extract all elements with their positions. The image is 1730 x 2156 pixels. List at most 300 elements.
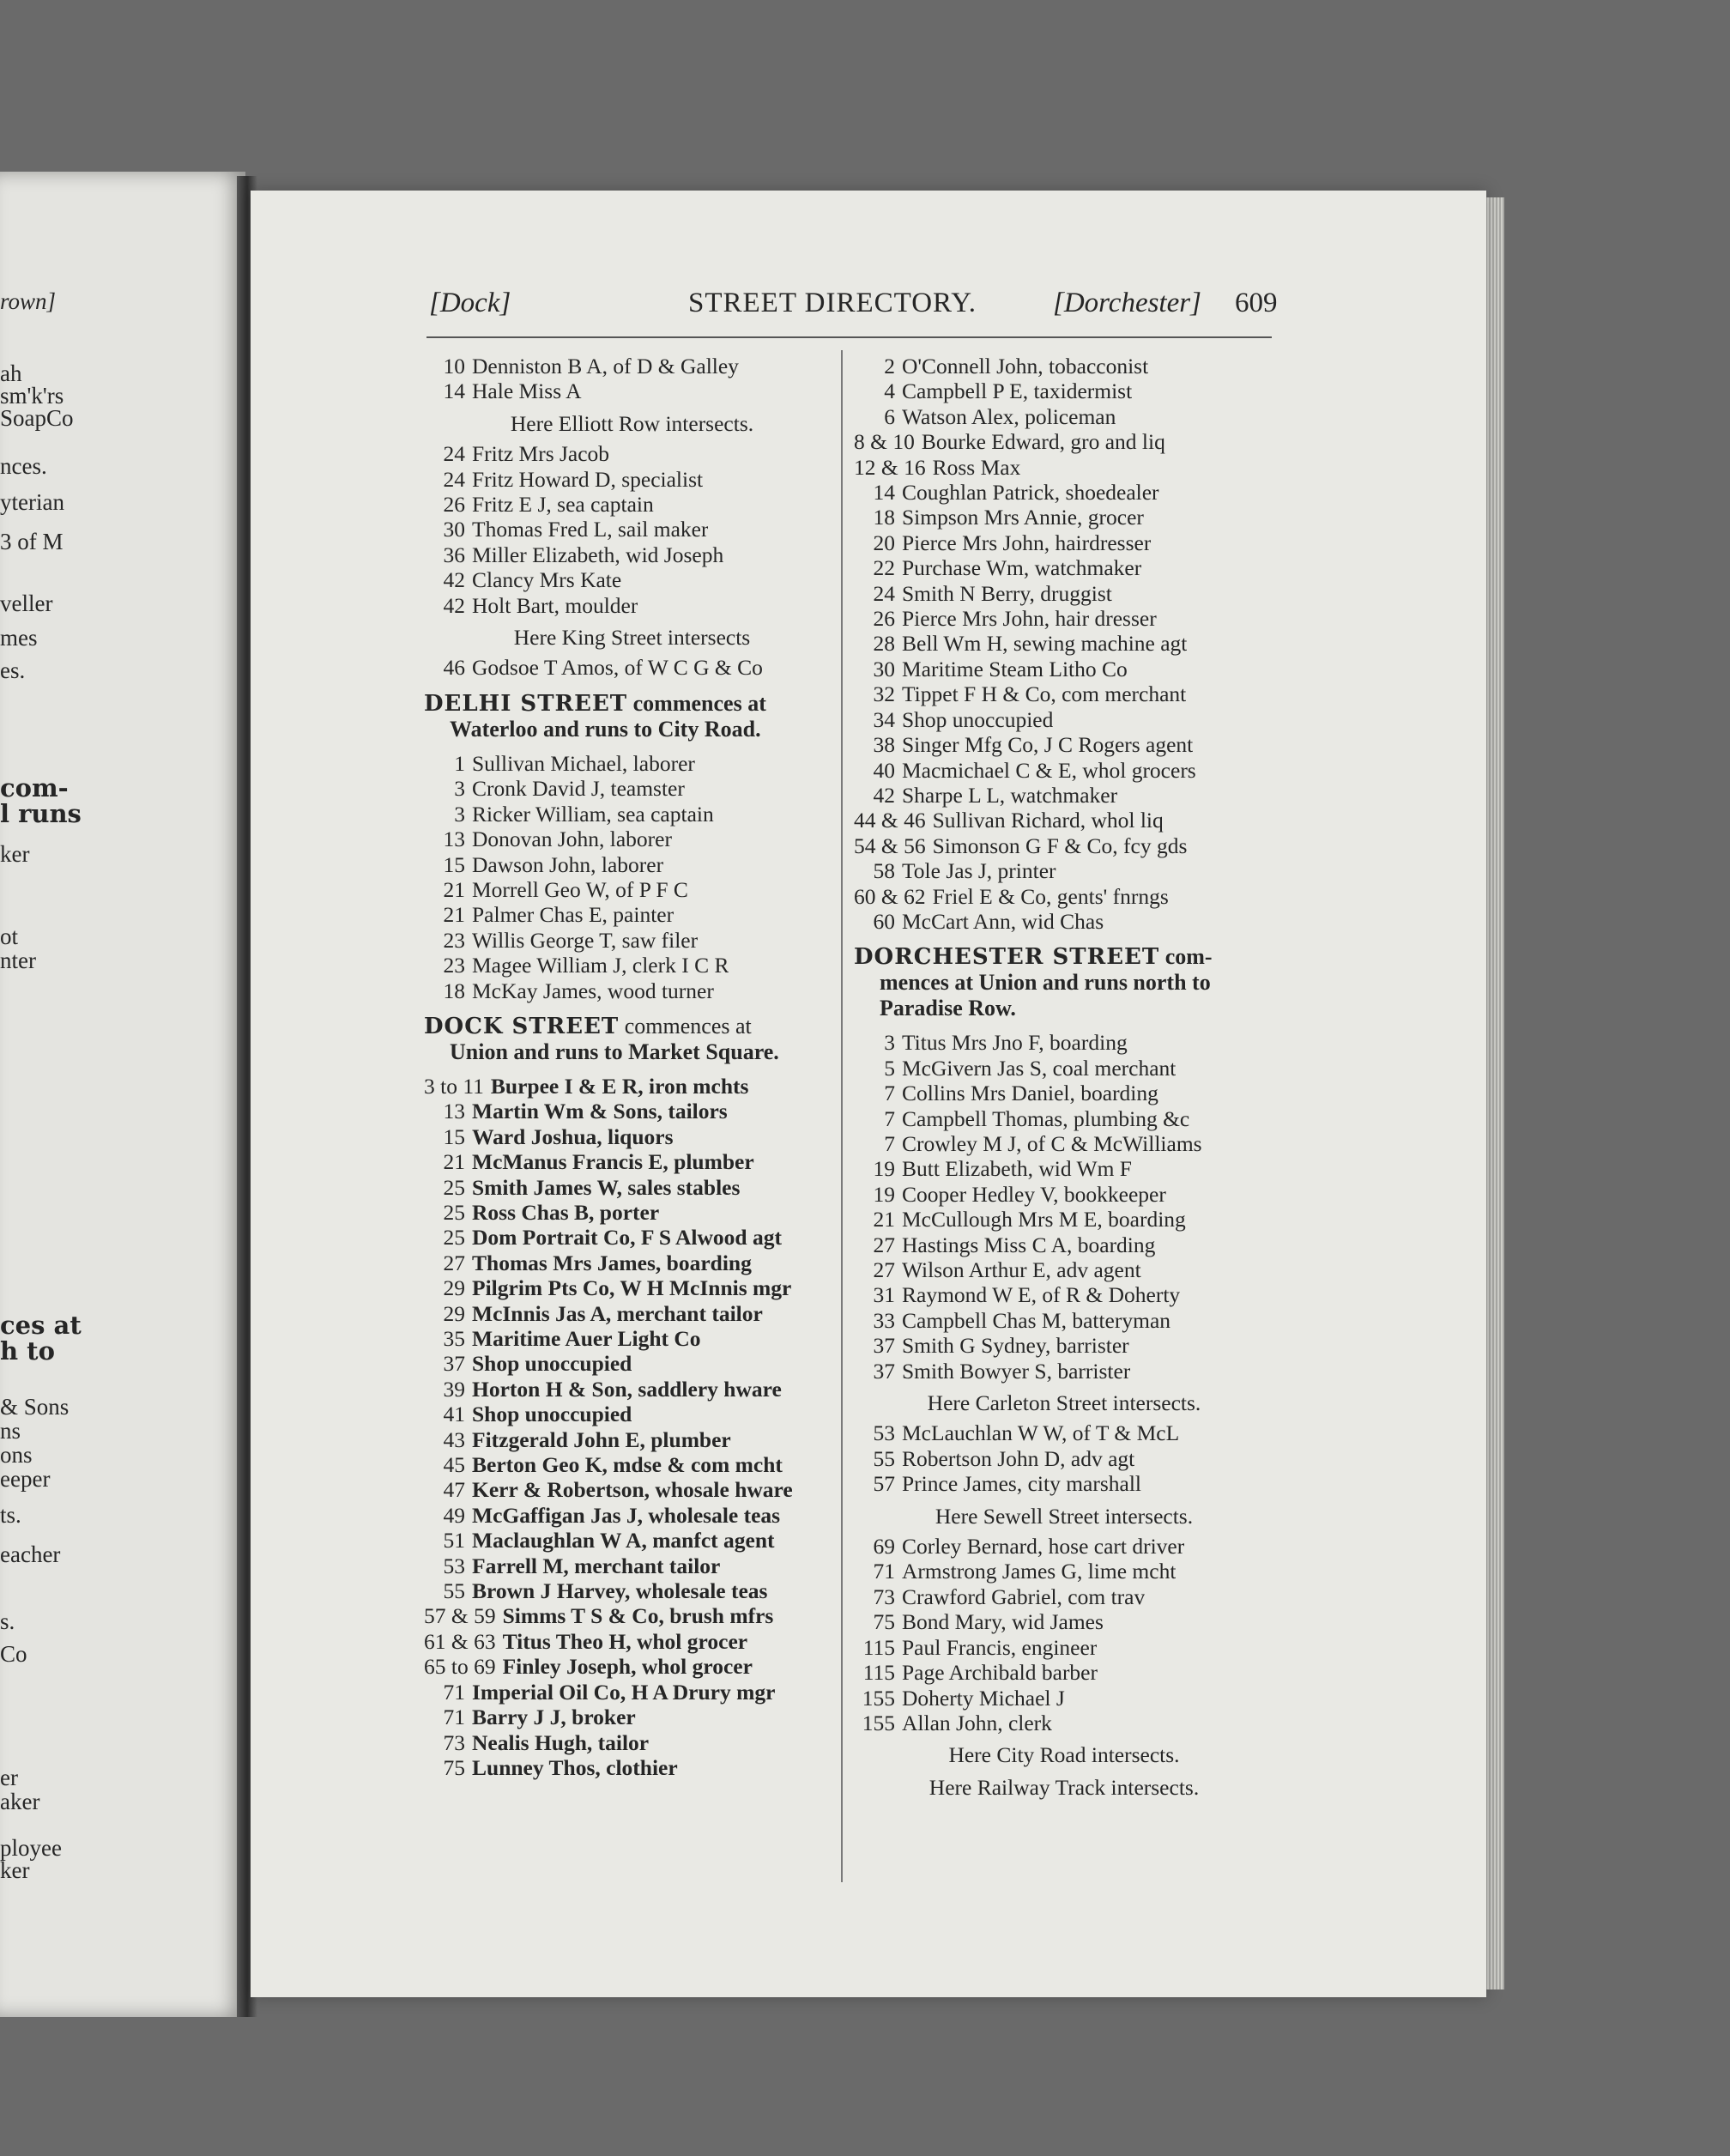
left-page-fragment: ot (0, 924, 19, 949)
street-number: 73 (443, 1729, 465, 1755)
directory-entry (854, 379, 1274, 403)
street-number: 37 (873, 1333, 895, 1359)
directory-entry (854, 1308, 1274, 1333)
left-page-fragment: nces. (0, 453, 47, 479)
directory-entry (854, 1081, 1274, 1105)
resident-listing: Armstrong James G, lime mcht (902, 1559, 1177, 1584)
directory-entry (424, 1578, 840, 1603)
resident-listing: Page Archibald barber (902, 1660, 1098, 1686)
street-number: 20 (873, 530, 895, 555)
street-heading-continuation: Union and runs to Market Square. (450, 1039, 779, 1064)
resident-listing: Simms T S & Co, brush mfrs (502, 1603, 774, 1629)
street-number: 21 (443, 876, 465, 902)
street-number: 1 (454, 750, 465, 776)
directory-entry (424, 1528, 840, 1553)
directory-entry (424, 1326, 840, 1351)
directory-entry (854, 858, 1274, 883)
directory-entry (854, 429, 1274, 454)
directory-entry (424, 877, 840, 902)
street-number: 53 (873, 1420, 895, 1446)
resident-listing: Brown J Harvey, wholesale teas (472, 1578, 768, 1604)
directory-entry (854, 606, 1274, 631)
intersection-note: Here Elliott Row intersects. (510, 410, 754, 436)
directory-entry (424, 379, 840, 403)
resident-listing: Paul Francis, engineer (902, 1634, 1098, 1660)
street-heading-text: com- (1159, 944, 1213, 970)
street-name: DELHI STREET (424, 690, 628, 717)
page-number: 609 (1235, 288, 1278, 318)
street-number: 7 (884, 1081, 895, 1106)
street-number: 3 (884, 1030, 895, 1056)
street-number: 13 (443, 827, 465, 852)
directory-entry (854, 631, 1274, 656)
resident-listing: Sullivan Michael, laborer (472, 750, 695, 776)
street-number: 31 (873, 1282, 895, 1308)
intersection-note: Here King Street intersects (513, 625, 751, 651)
left-page-fragment: nter (0, 948, 36, 973)
left-page-fragment: ployee (0, 1835, 62, 1861)
directory-entry (424, 1705, 840, 1729)
resident-listing: Nealis Hugh, tailor (472, 1729, 650, 1755)
directory-entry (854, 808, 1274, 833)
resident-listing: Pierce Mrs John, hairdresser (902, 530, 1152, 555)
street-number: 6 (884, 403, 895, 429)
directory-entry (424, 1301, 840, 1326)
left-page-fragment: mes (0, 625, 38, 651)
directory-entry (854, 1446, 1274, 1471)
street-name: DOCK STREET (424, 1013, 620, 1039)
directory-entry (424, 1377, 840, 1402)
directory-entry (854, 1030, 1274, 1055)
resident-listing: Cronk David J, teamster (472, 776, 685, 802)
resident-listing: Sharpe L L, watchmaker (902, 782, 1118, 808)
directory-entry (424, 1755, 840, 1780)
street-number: 75 (443, 1754, 465, 1780)
directory-entry (854, 1559, 1274, 1584)
directory-entry (854, 884, 1274, 909)
street-number: 24 (873, 580, 895, 606)
resident-listing: Bond Mary, wid James (902, 1609, 1104, 1635)
directory-entry (854, 505, 1274, 530)
resident-listing: McCart Ann, wid Chas (902, 908, 1104, 934)
left-page-fragment: ah (0, 360, 22, 386)
street-number: 7 (884, 1105, 895, 1131)
street-number: 25 (443, 1174, 465, 1200)
street-name: DORCHESTER STREET (854, 944, 1160, 971)
directory-entry (854, 681, 1274, 706)
resident-listing: Miller Elizabeth, wid Joseph (472, 542, 724, 567)
directory-entry (854, 1257, 1274, 1282)
street-number: 10 (443, 354, 465, 379)
directory-entry (424, 517, 840, 542)
resident-listing: Maritime Auer Light Co (472, 1326, 701, 1351)
street-number: 61 & 63 (424, 1628, 496, 1654)
street-number: 25 (443, 1225, 465, 1251)
street-number: 19 (873, 1156, 895, 1182)
directory-entry (854, 909, 1274, 934)
street-number: 37 (443, 1351, 465, 1377)
resident-listing: Titus Theo H, whol grocer (502, 1628, 748, 1654)
resident-listing: Crawford Gabriel, com trav (902, 1584, 1146, 1609)
resident-listing: Corley Bernard, hose cart driver (902, 1534, 1185, 1559)
street-number: 58 (873, 858, 895, 884)
left-page-fragment: h to (0, 1336, 55, 1366)
resident-listing: Thomas Fred L, sail maker (472, 517, 709, 542)
directory-entry (424, 441, 840, 466)
left-page-fragment: ns (0, 1418, 21, 1444)
directory-entry (854, 1609, 1274, 1634)
resident-listing: Denniston B A, of D & Galley (472, 354, 739, 379)
directory-entry (854, 783, 1274, 808)
directory-entry (854, 1660, 1274, 1685)
left-column (424, 354, 840, 1780)
street-number: 57 (873, 1471, 895, 1497)
street-number: 3 (454, 801, 465, 827)
street-number: 24 (443, 466, 465, 492)
street-number: 12 & 16 (854, 454, 926, 480)
directory-entry (854, 1686, 1274, 1711)
left-page-fragment: veller (0, 590, 53, 616)
resident-listing: Willis George T, saw filer (472, 927, 699, 953)
directory-entry (424, 1149, 840, 1174)
resident-listing: Maclaughlan W A, manfct agent (472, 1528, 775, 1553)
street-number: 60 & 62 (854, 883, 926, 909)
directory-entry (854, 1711, 1274, 1735)
left-page-fragment: ker (0, 841, 30, 867)
resident-listing: Hale Miss A (472, 379, 582, 404)
resident-listing: Ross Max (932, 454, 1021, 480)
directory-entry (424, 492, 840, 517)
directory-page (251, 191, 1486, 1997)
street-number: 32 (873, 681, 895, 707)
resident-listing: Wilson Arthur E, adv agent (902, 1257, 1141, 1282)
resident-listing: Horton H & Son, saddlery hware (472, 1376, 782, 1402)
resident-listing: Fritz E J, sea captain (472, 492, 654, 518)
resident-listing: Ricker William, sea captain (472, 801, 714, 827)
directory-entry (424, 978, 840, 1003)
resident-listing: McManus Francis E, plumber (472, 1149, 754, 1175)
street-number: 37 (873, 1358, 895, 1384)
street-number: 54 & 56 (854, 833, 926, 858)
street-number: 22 (873, 555, 895, 581)
directory-entry (854, 1333, 1274, 1358)
street-number: 14 (443, 379, 465, 404)
street-number: 26 (873, 606, 895, 632)
directory-entry (424, 542, 840, 567)
directory-entry (424, 1503, 840, 1528)
intersection-note: Here Railway Track intersects. (929, 1774, 1200, 1800)
header-title: STREET DIRECTORY. (688, 288, 977, 318)
directory-entry (854, 1534, 1274, 1559)
directory-entry (854, 707, 1274, 732)
directory-entry (424, 1477, 840, 1502)
resident-listing: Simonson G F & Co, fcy gds (932, 833, 1188, 858)
street-number: 155 (862, 1710, 895, 1735)
street-number: 18 (443, 978, 465, 1003)
directory-entry (424, 776, 840, 801)
resident-listing: Morrell Geo W, of P F C (472, 876, 688, 902)
street-number: 42 (443, 567, 465, 593)
street-number: 30 (443, 517, 465, 542)
street-number: 155 (862, 1685, 895, 1711)
left-page-fragment: eeper (0, 1466, 51, 1492)
resident-listing: McGivern Jas S, coal merchant (902, 1055, 1177, 1081)
street-number: 26 (443, 492, 465, 518)
street-number: 27 (443, 1250, 465, 1275)
left-page-fragment: & Sons (0, 1394, 70, 1420)
directory-entry (854, 833, 1274, 858)
directory-entry (424, 1553, 840, 1578)
street-number: 30 (873, 656, 895, 681)
resident-listing: Shop unoccupied (472, 1402, 632, 1427)
directory-entry (854, 480, 1274, 505)
directory-entry (854, 1359, 1274, 1384)
left-page-fragment: ces at (0, 1311, 82, 1340)
directory-entry (424, 1074, 840, 1099)
resident-listing: Godsoe T Amos, of W C G & Co (472, 655, 763, 681)
resident-listing: Prince James, city marshall (902, 1471, 1142, 1497)
resident-listing: Kerr & Robertson, whosale hware (472, 1477, 793, 1503)
street-number: 21 (443, 902, 465, 928)
left-page-fragment: Co (0, 1641, 27, 1667)
resident-listing: Singer Mfg Co, J C Rogers agent (902, 732, 1194, 758)
resident-listing: Watson Alex, policeman (902, 403, 1116, 429)
resident-listing: Fitzgerald John E, plumber (472, 1426, 731, 1452)
running-header (251, 288, 1486, 330)
left-page-fragment: l runs (0, 799, 82, 828)
resident-listing: Doherty Michael J (902, 1685, 1065, 1711)
street-number: 3 to 11 (424, 1073, 484, 1099)
street-number: 3 (454, 776, 465, 802)
directory-entry (424, 1251, 840, 1275)
directory-entry (424, 902, 840, 927)
header-left-keyword: [Dock] (429, 288, 511, 318)
resident-listing: Friel E & Co, gents' fnrngs (932, 883, 1169, 909)
street-number: 2 (884, 354, 895, 379)
intersection-note: Here Sewell Street intersects. (935, 1503, 1194, 1529)
street-number: 43 (443, 1426, 465, 1452)
resident-listing: Smith Bowyer S, barrister (902, 1358, 1131, 1384)
street-number: 57 & 59 (424, 1603, 496, 1629)
resident-listing: Berton Geo K, mdse & com mcht (472, 1452, 783, 1478)
resident-listing: McGaffigan Jas J, wholesale teas (472, 1502, 781, 1528)
street-number: 29 (443, 1275, 465, 1301)
street-number: 21 (873, 1207, 895, 1232)
resident-listing: Campbell P E, taxidermist (902, 379, 1133, 404)
street-number: 4 (884, 379, 895, 404)
resident-listing: Barry J J, broker (472, 1705, 636, 1730)
resident-listing: Martin Wm & Sons, tailors (472, 1099, 728, 1124)
resident-listing: Magee William J, clerk I C R (472, 953, 729, 978)
street-number: 40 (873, 757, 895, 783)
street-number: 60 (873, 908, 895, 934)
resident-listing: Bourke Edward, gro and liq (921, 429, 1165, 455)
resident-listing: Maritime Steam Litho Co (902, 656, 1128, 681)
directory-entry (854, 455, 1274, 480)
resident-listing: Coughlan Patrick, shoedealer (902, 480, 1159, 506)
left-page-fragment: es. (0, 657, 26, 683)
street-number: 71 (443, 1679, 465, 1705)
column-divider (841, 350, 843, 1882)
left-page-fragment: sm'k'rs (0, 383, 64, 409)
directory-entry (424, 953, 840, 978)
directory-entry (424, 1402, 840, 1426)
resident-listing: Lunney Thos, clothier (472, 1754, 678, 1780)
left-page-fragment: ker (0, 1857, 30, 1883)
resident-listing: Tippet F H & Co, com merchant (902, 681, 1187, 707)
street-number: 15 (443, 1123, 465, 1149)
resident-listing: Bell Wm H, sewing machine agt (902, 631, 1188, 657)
resident-listing: Ward Joshua, liquors (472, 1123, 674, 1149)
street-number: 51 (443, 1528, 465, 1553)
directory-entry (424, 1452, 840, 1477)
directory-entry (424, 751, 840, 776)
street-number: 44 & 46 (854, 808, 926, 833)
directory-entry (854, 758, 1274, 783)
left-page-fragment: s. (0, 1608, 15, 1634)
resident-listing: Cooper Hedley V, bookkeeper (902, 1181, 1166, 1207)
street-number: 7 (884, 1130, 895, 1156)
street-number: 25 (443, 1199, 465, 1225)
resident-listing: Farrell M, merchant tailor (472, 1553, 721, 1578)
left-page-fragment: aker (0, 1789, 40, 1814)
street-number: 69 (873, 1534, 895, 1559)
directory-entry (854, 1232, 1274, 1257)
street-number: 19 (873, 1181, 895, 1207)
street-number: 15 (443, 851, 465, 877)
intersection-note: Here City Road intersects. (948, 1742, 1180, 1768)
directory-entry (854, 1207, 1274, 1232)
directory-entry (424, 1603, 840, 1628)
street-number: 24 (443, 441, 465, 467)
street-number: 28 (873, 631, 895, 657)
street-number: 29 (443, 1300, 465, 1326)
street-number: 47 (443, 1477, 465, 1503)
street-number: 33 (873, 1307, 895, 1333)
street-number: 55 (873, 1445, 895, 1471)
street-number: 21 (443, 1149, 465, 1175)
street-number: 34 (873, 706, 895, 732)
directory-entry (424, 1351, 840, 1376)
resident-listing: Dom Portrait Co, F S Alwood agt (472, 1225, 782, 1251)
directory-entry (424, 1099, 840, 1123)
resident-listing: Pilgrim Pts Co, W H McInnis mgr (472, 1275, 792, 1301)
directory-entry (854, 1156, 1274, 1181)
header-right-keyword: [Dorchester] (1053, 288, 1201, 318)
directory-entry (424, 852, 840, 877)
street-heading-continuation: Waterloo and runs to City Road. (450, 716, 761, 742)
intersection-note: Here Carleton Street intersects. (927, 1390, 1201, 1416)
street-number: 41 (443, 1402, 465, 1427)
street-number: 42 (443, 592, 465, 618)
directory-entry (424, 467, 840, 492)
resident-listing: Imperial Oil Co, H A Drury mgr (472, 1679, 776, 1705)
street-number: 39 (443, 1376, 465, 1402)
directory-entry (854, 1056, 1274, 1081)
street-heading (424, 1014, 840, 1065)
resident-listing: Donovan John, laborer (472, 827, 672, 852)
resident-listing: McCullough Mrs M E, boarding (902, 1207, 1186, 1232)
street-number: 65 to 69 (424, 1654, 496, 1680)
resident-listing: Thomas Mrs James, boarding (472, 1250, 752, 1275)
street-number: 14 (873, 480, 895, 506)
right-column (854, 354, 1274, 1805)
street-number: 45 (443, 1452, 465, 1478)
street-number: 55 (443, 1578, 465, 1604)
street-number: 27 (873, 1257, 895, 1282)
resident-listing: Dawson John, laborer (472, 851, 664, 877)
resident-listing: Holt Bart, moulder (472, 592, 638, 618)
directory-entry (854, 581, 1274, 606)
street-number: 27 (873, 1232, 895, 1257)
resident-listing: Fritz Howard D, specialist (472, 466, 704, 492)
resident-listing: Simpson Mrs Annie, grocer (902, 505, 1144, 530)
directory-entry (424, 567, 840, 592)
directory-entry (424, 1629, 840, 1654)
resident-listing: Shop unoccupied (472, 1351, 632, 1377)
directory-entry (424, 1680, 840, 1705)
resident-listing: Burpee I & E R, iron mchts (490, 1073, 749, 1099)
directory-entry (854, 1131, 1274, 1156)
resident-listing: Smith G Sydney, barrister (902, 1333, 1129, 1359)
directory-entry (424, 1175, 840, 1200)
directory-entry (854, 1420, 1274, 1445)
street-number: 53 (443, 1553, 465, 1578)
street-number: 71 (443, 1705, 465, 1730)
directory-entry (424, 1275, 840, 1300)
directory-entry (854, 530, 1274, 555)
directory-entry (854, 732, 1274, 757)
left-page-fragment: ts. (0, 1502, 21, 1528)
street-number: 73 (873, 1584, 895, 1609)
directory-entry (854, 404, 1274, 429)
street-number: 46 (443, 655, 465, 681)
street-number: 38 (873, 732, 895, 758)
street-number: 75 (873, 1609, 895, 1635)
header-rule (426, 336, 1272, 338)
directory-entry (424, 1124, 840, 1149)
street-number: 71 (873, 1559, 895, 1584)
directory-entry (854, 1471, 1274, 1496)
resident-listing: Tole Jas J, printer (902, 858, 1056, 884)
directory-entry (424, 1427, 840, 1452)
directory-entry (854, 1182, 1274, 1207)
left-page-fragment: SoapCo (0, 405, 74, 431)
resident-listing: Clancy Mrs Kate (472, 567, 622, 593)
directory-entry (854, 657, 1274, 681)
directory-entry (854, 1282, 1274, 1307)
directory-entry (424, 802, 840, 827)
resident-listing: McKay James, wood turner (472, 978, 714, 1003)
street-number: 49 (443, 1502, 465, 1528)
directory-entry (854, 1584, 1274, 1609)
resident-listing: Butt Elizabeth, wid Wm F (902, 1156, 1132, 1182)
directory-entry (854, 555, 1274, 580)
resident-listing: Palmer Chas E, painter (472, 902, 674, 928)
resident-listing: Purchase Wm, watchmaker (902, 555, 1142, 581)
street-heading-text: commences at (627, 690, 766, 716)
left-page-fragment: yterian (0, 489, 64, 515)
resident-listing: Hastings Miss C A, boarding (902, 1232, 1156, 1257)
directory-entry (424, 1200, 840, 1225)
left-page-fragment: ons (0, 1442, 33, 1468)
street-number: 35 (443, 1326, 465, 1351)
resident-listing: Smith James W, sales stables (472, 1174, 741, 1200)
resident-listing: McLauchlan W W, of T & McL (902, 1420, 1180, 1446)
left-page-fragment: 3 of M (0, 529, 64, 554)
resident-listing: Campbell Thomas, plumbing &c (902, 1105, 1190, 1131)
street-number: 23 (443, 927, 465, 953)
